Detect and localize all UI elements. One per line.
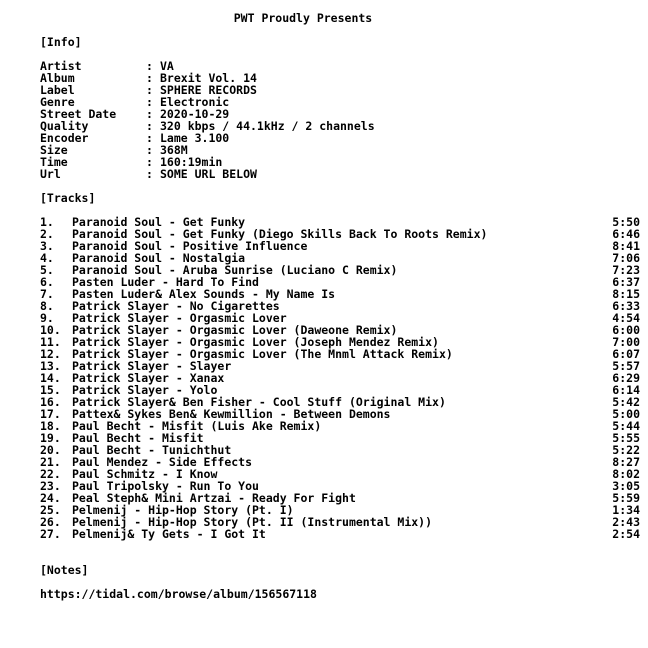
track-number: 1. (40, 215, 54, 229)
track-duration: 5:50 (612, 215, 640, 229)
track-number: 17. (40, 407, 61, 421)
track-title: Paul Tripolsky - Run To You (72, 479, 259, 493)
track-title: Paranoid Soul - Positive Influence (72, 239, 308, 253)
track-number: 15. (40, 383, 61, 397)
track-duration: 6:37 (612, 275, 640, 289)
info-key: Street Date (40, 107, 117, 121)
track-duration: 5:42 (612, 395, 640, 409)
track-duration: 2:54 (612, 527, 640, 541)
track-duration: 6:14 (612, 383, 640, 397)
track-title: Patrick Slayer - Orgasmic Lover (The Mnml Attack Remix) (72, 347, 453, 361)
track-title: Patrick Slayer - Orgasmic Lover (72, 311, 287, 325)
track-title: Paranoid Soul - Nostalgia (72, 251, 246, 265)
track-number: 16. (40, 395, 61, 409)
track-title: Paul Becht - Misfit (Luis Ake Remix) (72, 419, 322, 433)
track-duration: 8:27 (612, 455, 640, 469)
track-number: 24. (40, 491, 61, 505)
track-title: Paranoid Soul - Aruba Sunrise (Luciano C Remix) (72, 263, 398, 277)
track-duration: 8:02 (612, 467, 640, 481)
track-title: Patrick Slayer& Ben Fisher - Cool Stuff (Original Mix) (72, 395, 446, 409)
track-title: Paranoid Soul - Get Funky (Diego Skills Back To Roots Remix) (72, 227, 488, 241)
info-key: Quality (40, 119, 89, 133)
track-number: 27. (40, 527, 61, 541)
track-number: 3. (40, 239, 54, 253)
track-title: Pelmenij - Hip-Hop Story (Pt. I) (72, 503, 294, 517)
track-number: 26. (40, 515, 61, 529)
page-title: PWT Proudly Presents (233, 11, 373, 25)
track-duration: 7:06 (612, 251, 640, 265)
info-value: SOME URL BELOW (160, 167, 257, 181)
track-title: Paul Schmitz - I Know (72, 467, 218, 481)
info-key: Label (40, 83, 75, 97)
info-separator: : (146, 167, 153, 181)
info-key: Album (40, 71, 75, 85)
track-number: 25. (40, 503, 61, 517)
track-number: 21. (40, 455, 61, 469)
info-row (40, 168, 257, 180)
info-value: 2020-10-29 (160, 107, 230, 121)
track-number: 10. (40, 323, 61, 337)
track-title: Patrick Slayer - Slayer (72, 359, 232, 373)
track-title: Pelmenij - Hip-Hop Story (Pt. II (Instrumental Mix)) (72, 515, 433, 529)
track-title: Paul Mendez - Side Effects (72, 455, 253, 469)
track-duration: 1:34 (612, 503, 640, 517)
track-number: 11. (40, 335, 61, 349)
info-separator: : (146, 71, 153, 85)
info-separator: : (146, 155, 153, 169)
track-number: 13. (40, 359, 61, 373)
info-separator: : (146, 59, 153, 73)
track-row (40, 528, 640, 540)
info-separator: : (146, 83, 153, 97)
notes-url: https://tidal.com/browse/album/156567118 (40, 587, 317, 601)
info-value: SPHERE RECORDS (160, 83, 257, 97)
track-title: Pasten Luder - Hard To Find (72, 275, 259, 289)
track-title: Pattex& Sykes Ben& Kewmillion - Between Demons (72, 407, 391, 421)
info-heading: [Info] (40, 35, 82, 49)
track-number: 19. (40, 431, 61, 445)
info-value: VA (160, 59, 174, 73)
track-title: Pasten Luder& Alex Sounds - My Name Is (72, 287, 336, 301)
track-duration: 2:43 (612, 515, 640, 529)
track-duration: 8:15 (612, 287, 640, 301)
track-number: 20. (40, 443, 61, 457)
track-duration: 5:57 (612, 359, 640, 373)
track-number: 12. (40, 347, 61, 361)
info-key: Encoder (40, 131, 89, 145)
track-number: 8. (40, 299, 54, 313)
track-duration: 5:00 (612, 407, 640, 421)
info-key: Url (40, 167, 61, 181)
track-duration: 7:23 (612, 263, 640, 277)
track-title: Patrick Slayer - No Cigarettes (72, 299, 280, 313)
track-duration: 7:00 (612, 335, 640, 349)
track-title: Paul Becht - Misfit (72, 431, 204, 445)
track-title: Patrick Slayer - Orgasmic Lover (Daweone Remix) (72, 323, 398, 337)
track-duration: 6:07 (612, 347, 640, 361)
info-key: Artist (40, 59, 82, 73)
info-key: Time (40, 155, 68, 169)
track-duration: 6:33 (612, 299, 640, 313)
track-number: 9. (40, 311, 54, 325)
track-title: Patrick Slayer - Yolo (72, 383, 218, 397)
track-duration: 6:00 (612, 323, 640, 337)
track-duration: 6:29 (612, 371, 640, 385)
track-title: Patrick Slayer - Xanax (72, 371, 225, 385)
track-title: Pelmenij& Ty Gets - I Got It (72, 527, 266, 541)
track-number: 18. (40, 419, 61, 433)
info-separator: : (146, 119, 153, 133)
info-separator: : (146, 143, 153, 157)
track-number: 22. (40, 467, 61, 481)
info-key: Genre (40, 95, 75, 109)
track-title: Paranoid Soul - Get Funky (72, 215, 246, 229)
info-key: Size (40, 143, 68, 157)
track-duration: 5:55 (612, 431, 640, 445)
info-row (40, 132, 229, 144)
track-duration: 3:05 (612, 479, 640, 493)
tracks-heading: [Tracks] (40, 191, 96, 205)
track-number: 6. (40, 275, 54, 289)
track-number: 14. (40, 371, 61, 385)
info-separator: : (146, 107, 153, 121)
info-value: 320 kbps / 44.1kHz / 2 channels (160, 119, 375, 133)
track-duration: 6:46 (612, 227, 640, 241)
track-duration: 5:44 (612, 419, 640, 433)
info-separator: : (146, 131, 153, 145)
track-duration: 8:41 (612, 239, 640, 253)
info-value: Brexit Vol. 14 (160, 71, 257, 85)
track-number: 4. (40, 251, 54, 265)
info-value: 368M (160, 143, 188, 157)
notes-heading: [Notes] (40, 563, 89, 577)
info-separator: : (146, 95, 153, 109)
track-duration: 4:54 (612, 311, 640, 325)
track-title: Paul Becht - Tunichthut (72, 443, 232, 457)
track-number: 5. (40, 263, 54, 277)
track-title: Patrick Slayer - Orgasmic Lover (Joseph Mendez Remix) (72, 335, 439, 349)
track-duration: 5:59 (612, 491, 640, 505)
track-number: 23. (40, 479, 61, 493)
info-value: Lame 3.100 (160, 131, 230, 145)
track-duration: 5:22 (612, 443, 640, 457)
info-value: 160:19min (160, 155, 223, 169)
info-value: Electronic (160, 95, 230, 109)
track-number: 2. (40, 227, 54, 241)
track-title: Peal Steph& Mini Artzai - Ready For Fight (72, 491, 356, 505)
track-number: 7. (40, 287, 54, 301)
